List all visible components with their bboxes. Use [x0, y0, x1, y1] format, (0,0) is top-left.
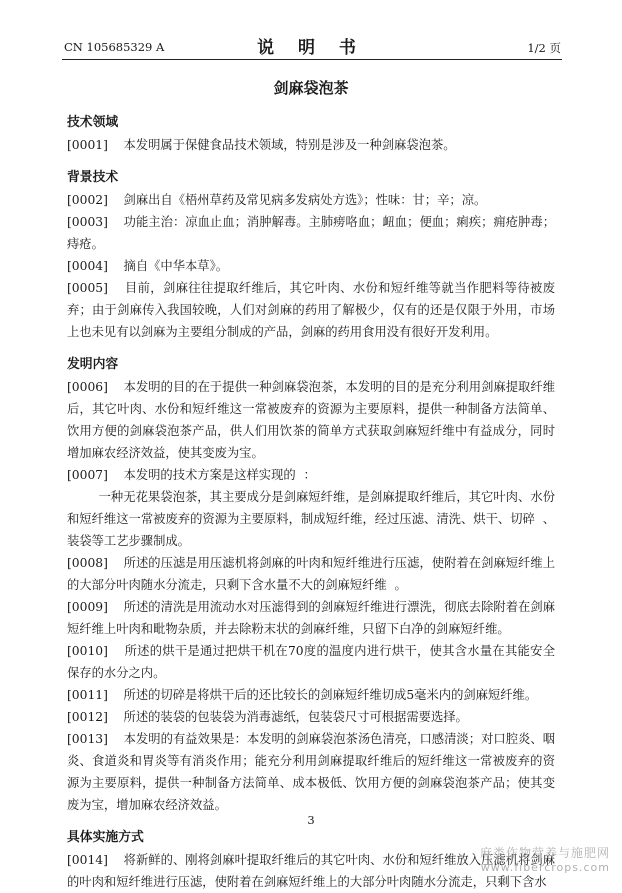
section-gap [67, 156, 555, 167]
paragraph-0007: [0007] 本发明的技术方案是这样实现的 ： [67, 468, 316, 482]
paragraph-0004: [0004] 摘自《中华本草》。 [67, 259, 229, 273]
paragraph-0012: [0012] 所述的装袋的包装袋为消毒滤纸，包装袋尺寸可根据需要选择。 [67, 710, 468, 724]
paragraph-0002: [0002] 剑麻出自《梧州草药及常见病多发病处方选》；性味：甘；辛；凉。 [67, 193, 487, 207]
section-heading-summary: 发明内容 [67, 357, 119, 372]
watermark-site-name: 麻类作物营养与施肥网 [479, 846, 610, 860]
paragraph-0003: [0003] 功能主治：凉血止血；消肿解毒。主肺痨咯血；衄血；便血；痢疾；痈疮肿毒；痔疮。 [67, 215, 555, 251]
paragraph-0008: [0008] 所述的压滤是用压滤机将剑麻的叶肉和短纤维进行压滤，使附着在剑麻短纤维上的大部分叶肉随水分流走，只剩下含水量不大的剑麻短纤维 。 [67, 556, 555, 592]
paragraph-0013: [0013] 本发明的有益效果是：本发明的剑麻袋泡茶汤色清亮，口感清淡；对口腔炎、咽炎、食道炎和胃炎等有消炎作用；能充分利用剑麻提取纤维后的短纤维这一常被废弃的资源为主要原料，提供一种制备方法简单、成本极低、饮用方便的剑麻袋泡茶产品；使其变废为宝，增加麻农经济效益。 [67, 732, 555, 812]
header-rule [62, 59, 562, 60]
section-gap [67, 343, 555, 354]
section-heading-tech-field: 技术领域 [67, 115, 119, 130]
header-page-indicator: 1/2 页 [527, 41, 561, 55]
paragraph-0005: [0005] 目前，剑麻往往提取纤维后，其它叶肉、水份和短纤维等就当作肥料等待被废弃；由于剑麻传入我国较晚，人们对剑麻的药用了解极少，仅有的还是仅限于外用，市场上也未见有以剑麻为主要组分制成的产品，剑麻的药用食用没有很好开发利用。 [67, 281, 555, 339]
document-title: 剑麻袋泡茶 [273, 79, 349, 97]
paragraph-0001: [0001] 本发明属于保健食品技术领域，特别是涉及一种剑麻袋泡茶。 [67, 138, 456, 152]
paragraph-0011: [0011] 所述的切碎是将烘干后的还比较长的剑麻短纤维切成5毫米内的剑麻短纤维。 [67, 688, 538, 702]
paragraph-0007-continued: 一种无花果袋泡茶，其主要成分是剑麻短纤维，是剑麻提取纤维后，其它叶肉、水份和短纤维这一常被废弃的资源为主要原料，制成短纤维，经过压滤、清洗、烘干、切碎 、装袋等工艺步骤制成。 [67, 490, 555, 548]
section-heading-background: 背景技术 [67, 170, 119, 185]
watermark-url: www.fibercrops.com [480, 861, 610, 874]
header-document-type: 说 明 书 [257, 38, 365, 58]
paragraph-0009: [0009] 所述的清洗是用流动水对压滤得到的剑麻短纤维进行漂洗，彻底去除附着在剑麻短纤维上叶肉和毗物杂质，并去除粉末状的剑麻纤维，只留下白净的剑麻短纤维。 [67, 600, 555, 636]
paragraph-0006: [0006] 本发明的目的在于提供一种剑麻袋泡茶，本发明的目的是充分利用剑麻提取纤维后，其它叶肉、水份和短纤维这一常被废弃的资源为主要原料，提供一种制备方法简单、饮用方便的剑麻袋泡茶产品，供人们用饮茶的简单方式获取剑麻短纤维中有益成分，同时增加麻农经济效益，使其变废为宝。 [67, 380, 555, 460]
page-number: 3 [307, 813, 315, 827]
section-heading-embodiment: 具体实施方式 [67, 830, 144, 845]
paragraph-0014: [0014] 将新鲜的、刚将剑麻叶提取纤维后的其它叶肉、水份和短纤维放入压滤机将剑麻的叶肉和短纤维进行压滤，使附着在剑麻短纤维上的大部分叶肉随水分流走，只剩下含水 [67, 853, 555, 889]
header-patent-number: CN 105685329 A [64, 40, 165, 54]
paragraph-0010: [0010] 所述的烘干是通过把烘干机在70度的温度内进行烘干，使其含水量在其能安全保存的水分之内。 [67, 644, 555, 680]
document-body [67, 112, 555, 893]
